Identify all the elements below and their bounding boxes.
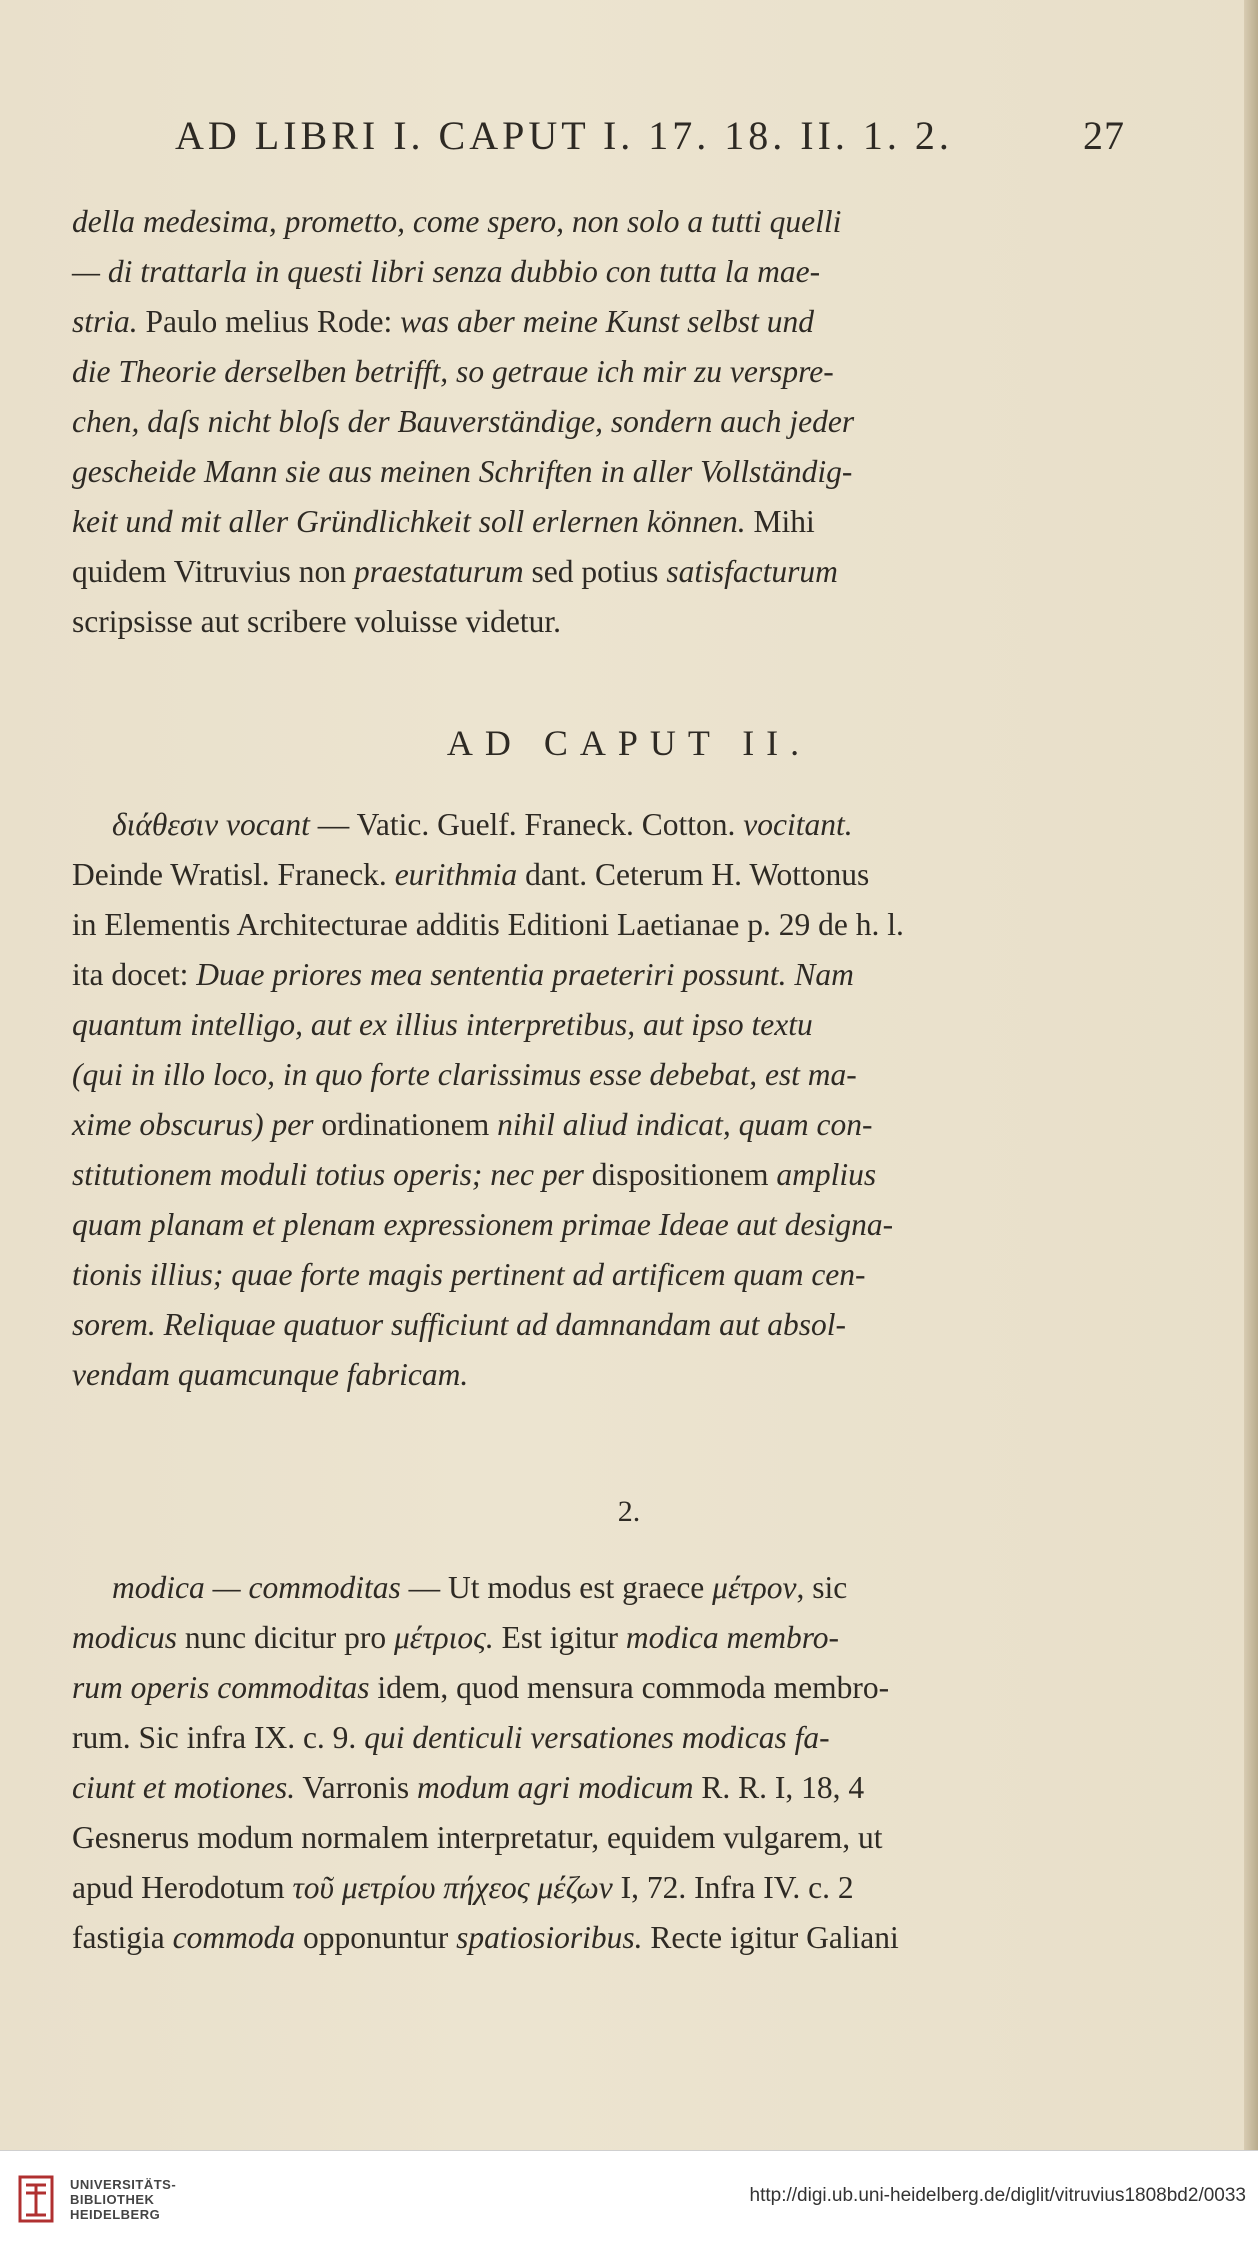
text-line: chen, daſs nicht bloſs der Bauverständige, sondern auch jeder	[72, 404, 855, 439]
library-logo-icon	[14, 2171, 58, 2227]
text-line: (qui in illo loco, in quo forte clarissimus esse debebat, est ma-	[72, 1057, 857, 1092]
page-spine-shadow	[1244, 0, 1258, 2150]
section-heading: AD CAPUT II.	[446, 723, 812, 763]
text-line: die Theorie derselben betrifft, so getraue ich mir zu verspre-	[72, 354, 834, 389]
text-line: scripsisse aut scribere voluisse videtur.	[72, 604, 562, 639]
footer-bar	[0, 2150, 1258, 2249]
text-line: rum operis commoditas idem, quod mensura commoda membro-	[72, 1670, 890, 1705]
text-line: in Elementis Architecturae additis Editioni Laetianae p. 29 de h. l.	[72, 907, 904, 942]
text-line: apud Herodotum τοῦ μετρίου πήχεος μέζων I, 72. Infra IV. c. 2	[72, 1870, 854, 1905]
text-line: quantum intelligo, aut ex illius interpretibus, aut ipso textu	[72, 1007, 813, 1042]
text-line: διάθεσιν vocant — Vatic. Guelf. Franeck. Cotton. vocitant.	[112, 807, 853, 842]
text-line: vendam quamcunque fabricam.	[72, 1357, 469, 1392]
text-line: tionis illius; quae forte magis pertinent ad artificem quam cen-	[72, 1257, 866, 1292]
text-line: Deinde Wratisl. Franeck. eurithmia dant. Ceterum H. Wottonus	[72, 857, 870, 892]
text-line: quidem Vitruvius non praestaturum sed potius satisfacturum	[72, 554, 838, 589]
text-line: stria. Paulo melius Rode: was aber meine Kunst selbst und	[72, 304, 815, 339]
note-number: 2.	[617, 1495, 641, 1528]
text-line: quam planam et plenam expressionem primae Ideae aut designa-	[72, 1207, 894, 1242]
text-line: ita docet: Duae priores mea sententia praeteriri possunt. Nam	[72, 957, 854, 992]
text-line: stitutionem moduli totius operis; nec per dispositionem amplius	[72, 1157, 877, 1192]
source-url[interactable]: http://digi.ub.uni-heidelberg.de/diglit/vitruvius1808bd2/0033	[749, 2185, 1246, 2206]
text-line: — di trattarla in questi libri senza dubbio con tutta la mae-	[72, 254, 821, 289]
text-line: fastigia commoda opponuntur spatiosioribus. Recte igitur Galiani	[72, 1920, 899, 1955]
running-head	[175, 112, 1125, 159]
text-line: xime obscurus) per ordinationem nihil aliud indicat, quam con-	[72, 1107, 873, 1142]
text-line: gescheide Mann sie aus meinen Schriften in aller Vollständig-	[72, 454, 853, 489]
text-line: della medesima, prometto, come spero, non solo a tutti quelli	[72, 204, 842, 239]
text-line: modica — commoditas — Ut modus est graece μέτρον, sic	[112, 1570, 848, 1605]
paragraph-2	[72, 800, 1124, 1400]
library-name: UNIVERSITÄTS- BIBLIOTHEK HEIDELBERG	[70, 2177, 177, 2222]
text-line: keit und mit aller Gründlichkeit soll erlernen können. Mihi	[72, 504, 815, 539]
running-title: AD LIBRI I. CAPUT I. 17. 18. II. 1. 2.	[175, 113, 953, 158]
text-line: modicus nunc dicitur pro μέτριος. Est igitur modica membro-	[72, 1620, 840, 1655]
page-number: 27	[1083, 113, 1125, 158]
paragraph-3	[72, 1563, 1124, 1963]
paragraph-1	[72, 197, 1124, 647]
text-line: rum. Sic infra IX. c. 9. qui denticuli versationes modicas fa-	[72, 1720, 830, 1755]
text-line: sorem. Reliquae quatuor sufficiunt ad damnandam aut absol-	[72, 1307, 847, 1342]
text-line: ciunt et motiones. Varronis modum agri modicum R. R. I, 18, 4	[72, 1770, 865, 1805]
text-line: Gesnerus modum normalem interpretatur, equidem vulgarem, ut	[72, 1820, 883, 1855]
